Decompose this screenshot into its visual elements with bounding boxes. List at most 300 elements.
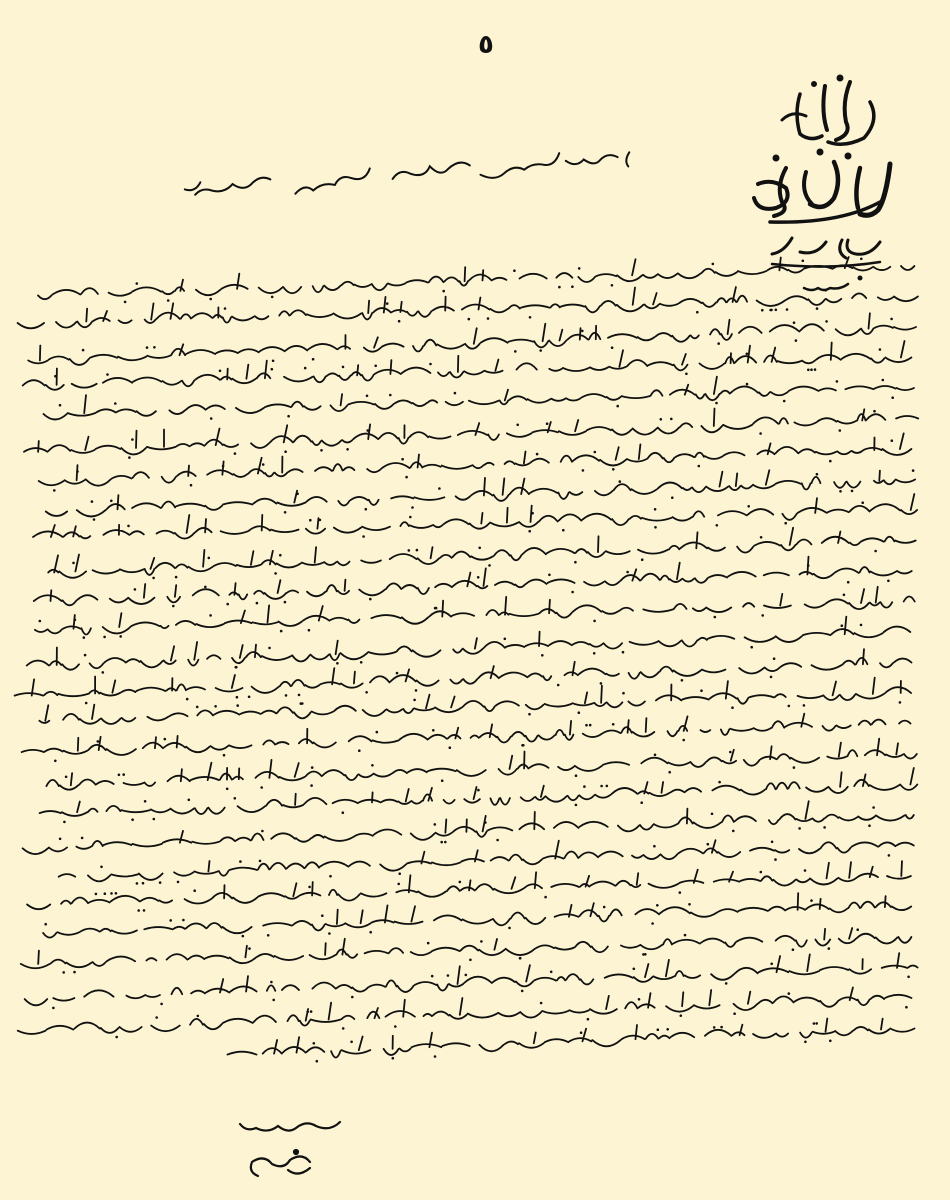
diacritic-dot	[804, 869, 807, 872]
diacritic-dot	[226, 788, 229, 791]
diacritic-dot	[298, 694, 301, 697]
diacritic-dot	[891, 396, 894, 399]
diacritic-dot	[528, 713, 531, 716]
diacritic-dot	[716, 524, 719, 527]
diacritic-dot	[654, 754, 657, 757]
diacritic-dot	[59, 838, 62, 841]
diacritic-dot	[465, 974, 468, 977]
diacritic-dot	[209, 298, 212, 301]
diacritic-dot	[386, 302, 389, 305]
diacritic-dot	[167, 299, 170, 302]
diacritic-dot	[717, 342, 720, 345]
diacritic-dot	[81, 837, 84, 840]
diacritic-dot	[907, 976, 910, 979]
page-number: ٥	[478, 30, 494, 60]
diacritic-dot	[308, 629, 311, 632]
diacritic-dot	[795, 339, 798, 342]
diacritic-dot	[160, 1003, 163, 1006]
diacritic-dot	[698, 465, 701, 468]
diacritic-dot	[802, 260, 805, 263]
diacritic-dot	[580, 1031, 583, 1034]
diacritic-dot	[127, 525, 130, 528]
diacritic-dot	[654, 526, 657, 529]
diacritic-dot	[487, 317, 490, 320]
diacritic-dot	[360, 661, 363, 664]
diacritic-dot	[256, 602, 259, 605]
diacritic-dot	[468, 318, 471, 321]
diacritic-dot	[581, 330, 584, 333]
diacritic-dot	[397, 883, 400, 886]
date-line-strokes	[169, 134, 641, 207]
diacritic-dot	[358, 749, 361, 752]
diacritic-dot	[371, 764, 374, 767]
diacritic-dot	[696, 311, 699, 314]
diacritic-dot	[522, 744, 525, 747]
diacritic-dot	[508, 927, 511, 930]
diacritic-dot	[496, 839, 499, 842]
diacritic-dot	[890, 318, 893, 321]
diacritic-dot	[707, 843, 710, 846]
diacritic-dot	[260, 786, 263, 789]
handwritten-line	[33, 494, 917, 538]
diacritic-dot	[548, 574, 551, 577]
diacritic-dot	[144, 800, 147, 803]
diacritic-dot	[106, 373, 109, 376]
diacritic-dot	[409, 516, 412, 519]
diacritic-dot	[611, 284, 614, 287]
diacritic-dot	[52, 1007, 55, 1010]
diacritic-dot	[270, 981, 273, 984]
diacritic-dot	[284, 601, 287, 604]
handwritten-line	[43, 893, 911, 938]
handwritten-line	[28, 313, 916, 365]
diacritic-dot	[816, 307, 819, 310]
diacritic-dot	[196, 706, 199, 709]
diacritic-dot	[284, 511, 287, 514]
diacritic-dot	[143, 909, 146, 912]
handwritten-line	[18, 287, 918, 328]
diacritic-dot	[575, 804, 578, 807]
diacritic-dot	[803, 704, 806, 707]
diacritic-dot	[770, 676, 773, 679]
diacritic-dot	[155, 1016, 158, 1019]
diacritic-dot	[366, 395, 369, 398]
diacritic-dot	[114, 402, 117, 405]
diacritic-dot	[272, 360, 275, 363]
diacritic-dot	[891, 439, 894, 442]
diacritic-dot	[394, 1025, 397, 1028]
diacritic-dot	[540, 1002, 543, 1005]
diacritic-dot	[773, 657, 776, 660]
diacritic-dot	[164, 738, 167, 741]
diacritic-dot	[469, 959, 472, 962]
handwritten-line	[18, 988, 912, 1034]
diacritic-dot	[788, 705, 791, 708]
diacritic-dot	[541, 654, 544, 657]
diacritic-dot	[519, 957, 522, 960]
diacritic-dot	[682, 739, 685, 742]
diacritic-dot	[362, 535, 365, 538]
diacritic-dot	[304, 367, 307, 370]
diacritic-dot	[329, 875, 332, 878]
diacritic-dot	[342, 811, 345, 814]
diacritic-dot	[746, 353, 749, 356]
diacritic-dot	[529, 316, 532, 319]
diacritic-dot	[593, 620, 596, 623]
diacritic-dot	[285, 694, 288, 697]
diacritic-dot	[95, 893, 98, 896]
diacritic-dot	[219, 370, 222, 373]
diacritic-dot	[54, 375, 57, 378]
diacritic-dot	[747, 505, 750, 508]
diacritic-dot	[839, 429, 842, 432]
diacritic-dot	[313, 1042, 316, 1045]
diacritic-dot	[860, 624, 863, 627]
diacritic-dot	[640, 801, 643, 804]
diacritic-dot	[813, 1022, 816, 1025]
diacritic-dot	[651, 922, 654, 925]
diacritic-dot	[611, 346, 614, 349]
diacritic-dot	[119, 635, 122, 638]
diacritic-dot	[874, 550, 877, 553]
diacritic-dot	[342, 1027, 345, 1030]
diacritic-dot	[431, 975, 434, 978]
diacritic-dot	[477, 576, 480, 579]
diacritic-dot	[684, 934, 687, 937]
diacritic-dot	[300, 702, 303, 705]
diacritic-dot	[190, 484, 193, 487]
diacritic-dot	[578, 711, 581, 714]
diacritic-dot	[531, 512, 534, 515]
diacritic-dot	[825, 320, 828, 323]
diacritic-dot	[136, 882, 139, 885]
diacritic-dot	[54, 760, 57, 763]
handwritten-line	[35, 587, 915, 635]
diacritic-dot	[369, 598, 372, 601]
diacritic-dot	[124, 301, 127, 304]
diacritic-dot	[657, 1028, 660, 1031]
diacritic-dot	[100, 866, 103, 869]
diacritic-dot	[321, 914, 324, 917]
diacritic-dot	[65, 776, 68, 779]
diacritic-dot	[760, 871, 763, 874]
diacritic-dot	[429, 363, 432, 366]
diacritic-dot	[159, 881, 162, 884]
diacritic-dot	[416, 549, 419, 552]
diacritic-dot	[434, 823, 437, 826]
diacritic-dot	[873, 410, 876, 413]
diacritic-dot	[454, 392, 457, 395]
diacritic-dot	[557, 684, 560, 687]
diacritic-dot	[172, 605, 175, 608]
diacritic-dot	[562, 529, 565, 532]
diacritic-dot	[477, 789, 480, 792]
diacritic-dot	[478, 547, 481, 550]
diacritic-dot	[308, 886, 311, 889]
diacritic-dot	[668, 771, 671, 774]
diacritic-dot	[585, 724, 588, 727]
diacritic-dot	[685, 373, 688, 376]
diacritic-dot	[539, 349, 542, 352]
diacritic-dot	[271, 368, 274, 371]
diacritic-dot	[760, 536, 763, 539]
letter-body-handwriting	[28, 258, 928, 1068]
diacritic-dot	[612, 468, 615, 471]
diacritic-dot	[310, 784, 313, 787]
diacritic-dot	[366, 429, 369, 432]
diacritic-dot	[365, 508, 368, 511]
diacritic-dot	[401, 458, 404, 461]
diacritic-dot	[74, 619, 77, 622]
diacritic-dot	[887, 580, 890, 583]
diacritic-dot	[83, 636, 86, 639]
diacritic-dot	[274, 572, 277, 575]
diacritic-dot	[550, 971, 553, 974]
diacritic-dot	[411, 506, 414, 509]
diacritic-dot	[670, 418, 673, 421]
diacritic-dot	[128, 456, 131, 459]
diacritic-dot	[104, 892, 107, 895]
closing-signature-strokes	[210, 1100, 350, 1190]
diacritic-dot	[761, 309, 764, 312]
diacritic-dot	[711, 813, 714, 816]
diacritic-dot	[441, 779, 444, 782]
diacritic-dot	[793, 321, 796, 324]
diacritic-dot	[816, 473, 819, 476]
diacritic-dot	[398, 320, 401, 323]
diacritic-dot	[312, 358, 315, 361]
diacritic-dot	[310, 1010, 313, 1013]
handwritten-line	[23, 801, 914, 854]
diacritic-dot	[583, 785, 586, 788]
diacritic-dot	[771, 841, 774, 844]
diacritic-dot	[284, 450, 287, 453]
diacritic-dot	[823, 826, 826, 829]
handwritten-line	[59, 840, 914, 881]
diacritic-dot	[248, 947, 251, 950]
diacritic-dot	[449, 746, 452, 749]
handwritten-line	[15, 649, 912, 696]
diacritic-dot	[571, 591, 574, 594]
diacritic-dot	[209, 614, 212, 617]
diacritic-dot	[459, 881, 462, 884]
diacritic-dot	[396, 672, 399, 675]
diacritic-dot	[660, 418, 663, 421]
diacritic-dot	[804, 1041, 807, 1044]
diacritic-dot	[369, 931, 372, 934]
diacritic-dot	[714, 616, 717, 619]
diacritic-dot	[807, 564, 810, 567]
diacritic-dot	[807, 369, 810, 372]
diacritic-dot	[516, 424, 519, 427]
diacritic-dot	[872, 806, 875, 809]
diacritic-dot	[725, 982, 728, 985]
diacritic-dot	[718, 781, 721, 784]
diacritic-dot	[732, 830, 735, 833]
diacritic-dot	[208, 557, 211, 560]
diacritic-dot	[103, 636, 106, 639]
diacritic-dot	[593, 652, 596, 655]
handwritten-line	[39, 433, 912, 485]
handwritten-line	[34, 557, 912, 606]
diacritic-dot	[405, 476, 408, 479]
diacritic-dot	[594, 451, 597, 454]
diacritic-dot	[769, 309, 772, 312]
diacritic-dot	[688, 903, 691, 906]
diacritic-dot	[59, 404, 62, 407]
diacritic-dot	[351, 996, 354, 999]
diacritic-dot	[810, 368, 813, 371]
diacritic-dot	[856, 928, 859, 931]
diacritic-dot	[606, 785, 609, 788]
diacritic-dot	[644, 953, 647, 956]
diacritic-dot	[558, 286, 561, 289]
diacritic-dot	[861, 501, 864, 504]
diacritic-dot	[912, 469, 915, 472]
diacritic-dot	[536, 453, 539, 456]
diacritic-dot	[193, 889, 196, 892]
diacritic-dot	[829, 460, 832, 463]
diacritic-dot	[93, 518, 96, 521]
diacritic-dot	[750, 646, 753, 649]
diacritic-dot	[847, 581, 850, 584]
diacritic-dot	[115, 892, 118, 895]
letter-body-strokes	[28, 258, 928, 1068]
diacritic-dot	[899, 701, 902, 704]
diacritic-dot	[374, 365, 377, 368]
diacritic-dot	[336, 662, 339, 665]
diacritic-dot	[110, 500, 113, 503]
diacritic-dot	[146, 346, 149, 349]
diacritic-dot	[622, 651, 625, 654]
diacritic-dot	[177, 881, 180, 884]
diacritic-dot	[521, 990, 524, 993]
diacritic-dot	[641, 558, 644, 561]
diacritic-dot	[316, 1060, 319, 1063]
diacritic-dot	[234, 797, 237, 800]
diacritic-dot	[786, 308, 789, 311]
diacritic-dot	[415, 689, 418, 692]
diacritic-dot	[746, 383, 749, 386]
diacritic-dot	[775, 309, 778, 312]
handwritten-line	[25, 953, 918, 1005]
diacritic-dot	[546, 422, 549, 425]
diacritic-dot	[824, 289, 827, 292]
diacritic-dot	[53, 489, 56, 492]
diacritic-dot	[761, 614, 764, 617]
diacritic-dot	[153, 346, 156, 349]
diacritic-dot	[513, 269, 516, 272]
diacritic-dot	[514, 350, 517, 353]
diacritic-dot	[153, 818, 156, 821]
diacritic-dot	[267, 934, 270, 937]
diacritic-dot	[131, 438, 134, 441]
handwritten-line	[23, 341, 912, 390]
handwritten-line	[38, 257, 914, 299]
diacritic-dot	[680, 1014, 683, 1017]
diacritic-dot	[442, 290, 445, 293]
diacritic-dot	[122, 773, 125, 776]
diacritic-dot	[248, 696, 251, 699]
diacritic-dot	[638, 998, 641, 1001]
diacritic-dot	[62, 971, 65, 974]
diacritic-dot	[280, 630, 283, 633]
date-line-handwriting	[169, 134, 641, 207]
diacritic-dot	[841, 624, 844, 627]
diacritic-dot	[142, 882, 145, 885]
diacritic-dot	[528, 530, 531, 533]
diacritic-dot	[136, 282, 139, 285]
diacritic-dot	[589, 724, 592, 727]
diacritic-dot	[656, 904, 659, 907]
diacritic-dot	[851, 490, 854, 493]
diacritic-dot	[603, 906, 606, 909]
diacritic-dot	[261, 830, 264, 833]
diacritic-dot	[480, 940, 483, 943]
diacritic-dot	[575, 774, 578, 777]
handwritten-line	[44, 377, 914, 420]
diacritic-dot	[793, 766, 796, 769]
diacritic-dot	[600, 785, 603, 788]
diacritic-dot	[438, 487, 441, 490]
diacritic-dot	[131, 818, 134, 821]
diacritic-dot	[612, 723, 615, 726]
diacritic-dot	[713, 1026, 716, 1029]
diacritic-dot	[814, 368, 817, 371]
diacritic-dot	[272, 999, 275, 1002]
diacritic-dot	[319, 519, 322, 522]
diacritic-dot	[860, 258, 863, 261]
diacritic-dot	[85, 702, 88, 705]
diacritic-dot	[235, 666, 238, 669]
diacritic-dot	[788, 992, 791, 995]
diacritic-dot	[839, 490, 842, 493]
diacritic-dot	[720, 1026, 723, 1029]
diacritic-dot	[408, 549, 411, 552]
diacritic-dot	[389, 394, 392, 397]
diacritic-dot	[271, 296, 274, 299]
diacritic-dot	[91, 500, 94, 503]
handwritten-line	[228, 1019, 915, 1058]
diacritic-dot	[712, 263, 715, 266]
diacritic-dot	[76, 470, 79, 473]
diacritic-dot	[306, 1011, 309, 1014]
diacritic-dot	[63, 821, 66, 824]
diacritic-dot	[118, 774, 121, 777]
handwritten-line	[27, 617, 911, 670]
diacritic-dot	[413, 699, 416, 702]
diacritic-dot	[574, 561, 577, 564]
diacritic-dot	[681, 679, 684, 682]
diacritic-dot	[214, 705, 217, 708]
diacritic-dot	[169, 919, 172, 922]
diacritic-dot	[798, 827, 801, 830]
diacritic-dot	[287, 415, 290, 418]
diacritic-dot	[784, 522, 787, 525]
diacritic-dot	[905, 1006, 908, 1009]
diacritic-dot	[544, 896, 547, 899]
diacritic-dot	[427, 942, 430, 945]
diacritic-dot	[770, 963, 773, 966]
diacritic-dot	[39, 620, 42, 623]
diacritic-dot	[774, 858, 777, 861]
diacritic-dot	[888, 854, 891, 857]
diacritic-dot	[72, 562, 75, 565]
diacritic-dot	[328, 932, 331, 935]
diacritic-dot	[440, 841, 443, 844]
diacritic-dot	[843, 594, 846, 597]
diacritic-dot	[715, 402, 718, 405]
